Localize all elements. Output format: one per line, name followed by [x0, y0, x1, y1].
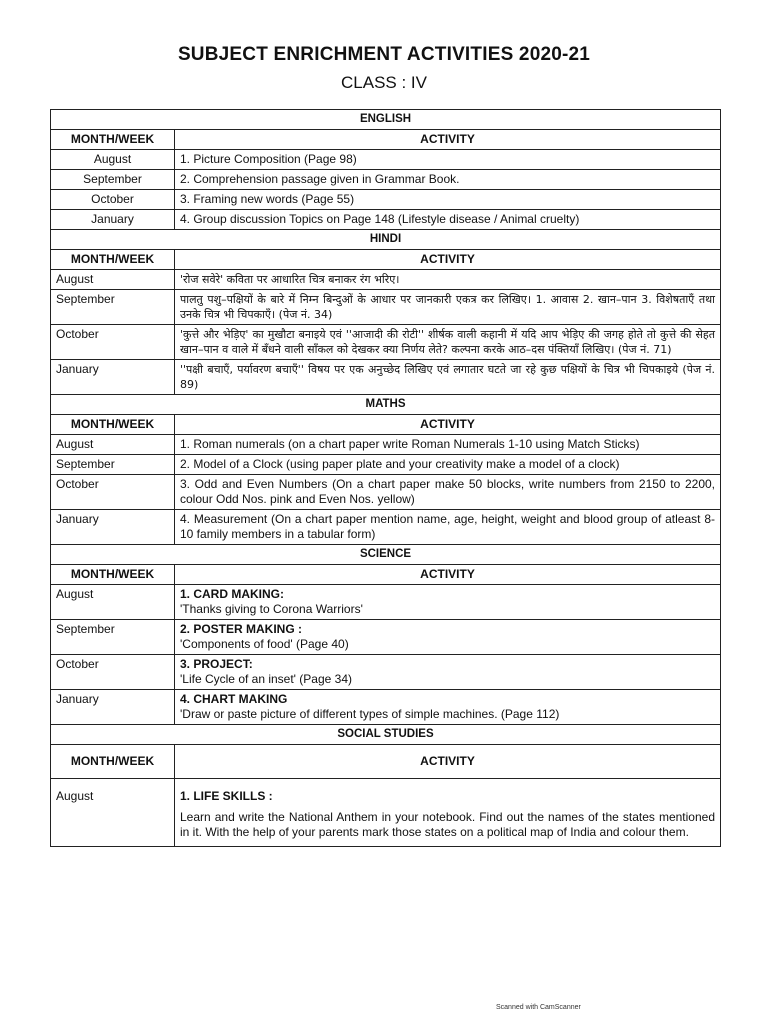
- activity-cell: [175, 690, 721, 725]
- table-row: [51, 779, 721, 847]
- activity-cell: [175, 620, 721, 655]
- month-cell: August: [51, 585, 175, 620]
- activity-heading: 1. CARD MAKING:: [180, 587, 284, 601]
- header-row: [51, 415, 721, 435]
- activity-cell: 'कुत्ते और भेड़िए' का मुखौटा बनाइये एवं ''आजादी की रोटी'' शीर्षक वाली कहानी में यदि आप भेड़िए की जगह होते तो कुत्ते की सेहत खान–पान व वाले में बँधने वाली साँकल को देखकर क्या निर्णय लेते? कल्पना करके आठ–दस पंक्तियाँ लिखिए। (पेज नं. 71): [175, 325, 721, 360]
- table-row: [51, 510, 721, 545]
- table-row: [51, 270, 721, 290]
- month-cell: August: [51, 435, 175, 455]
- activity-cell: 4. Group discussion Topics on Page 148 (Lifestyle disease / Animal cruelty): [175, 210, 721, 230]
- month-cell: October: [51, 325, 175, 360]
- header-row: [51, 250, 721, 270]
- month-cell: August: [51, 150, 175, 170]
- table-row: [51, 170, 721, 190]
- activity-heading: 4. CHART MAKING: [180, 692, 288, 706]
- table-row: [51, 585, 721, 620]
- activity-detail: 'Draw or paste picture of different types of simple machines. (Page 112): [180, 707, 560, 721]
- month-cell: August: [51, 779, 175, 847]
- month-cell: August: [51, 270, 175, 290]
- section-title-english: ENGLISH: [51, 110, 721, 130]
- activity-detail: 'Thanks giving to Corona Warriors': [180, 602, 363, 616]
- table-row: [51, 455, 721, 475]
- col-activity-header: ACTIVITY: [175, 415, 721, 435]
- section-row-science: [51, 545, 721, 565]
- month-cell: September: [51, 290, 175, 325]
- activity-cell: [175, 655, 721, 690]
- section-row-hindi: [51, 230, 721, 250]
- month-cell: January: [51, 210, 175, 230]
- activity-cell: 3. Odd and Even Numbers (On a chart paper make 50 blocks, write numbers from 2150 to 2200, colour Odd Nos. pink and Even Nos. yellow): [175, 475, 721, 510]
- activity-detail: 'Life Cycle of an inset' (Page 34): [180, 672, 353, 686]
- activity-cell: ''पक्षी बचाएँ, पर्यावरण बचाएँ'' विषय पर एक अनुच्छेद लिखिए एवं लगातार घटते जा रहे कुछ पक्षियों के चित्र भी चिपकाइये (पेज नं. 89): [175, 360, 721, 395]
- activity-cell: [175, 779, 721, 847]
- scanner-footer: Scanned with CamScanner: [496, 1004, 581, 1011]
- activity-detail: Learn and write the National Anthem in your notebook. Find out the names of the states mentioned in it. With the help of your parents mark those states on a political map of India and colour them.: [180, 810, 715, 839]
- col-month-header: MONTH/WEEK: [51, 415, 175, 435]
- table-row: [51, 210, 721, 230]
- month-cell: January: [51, 360, 175, 395]
- col-month-header: MONTH/WEEK: [51, 745, 175, 779]
- activity-cell: 1. Picture Composition (Page 98): [175, 150, 721, 170]
- col-month-header: MONTH/WEEK: [51, 130, 175, 150]
- table-row: [51, 190, 721, 210]
- table-row: [51, 690, 721, 725]
- activity-cell: 2. Comprehension passage given in Grammar Book.: [175, 170, 721, 190]
- activity-cell: 2. Model of a Clock (using paper plate and your creativity make a model of a clock): [175, 455, 721, 475]
- month-cell: September: [51, 620, 175, 655]
- section-row-social-studies: [51, 725, 721, 745]
- col-month-header: MONTH/WEEK: [51, 250, 175, 270]
- month-cell: October: [51, 475, 175, 510]
- month-cell: October: [51, 655, 175, 690]
- month-cell: January: [51, 690, 175, 725]
- page-subtitle: CLASS : IV: [341, 73, 427, 92]
- activities-table: [50, 109, 721, 847]
- table-row: [51, 360, 721, 395]
- month-cell: September: [51, 455, 175, 475]
- activity-heading: 2. POSTER MAKING :: [180, 622, 303, 636]
- section-row-maths: [51, 395, 721, 415]
- table-row: [51, 325, 721, 360]
- header-row: [51, 745, 721, 779]
- activity-cell: 1. Roman numerals (on a chart paper write Roman Numerals 1-10 using Match Sticks): [175, 435, 721, 455]
- month-cell: January: [51, 510, 175, 545]
- col-activity-header: ACTIVITY: [175, 565, 721, 585]
- activity-cell: 3. Framing new words (Page 55): [175, 190, 721, 210]
- section-title-social-studies: SOCIAL STUDIES: [51, 725, 721, 745]
- month-cell: October: [51, 190, 175, 210]
- header-row: [51, 565, 721, 585]
- activity-cell: 4. Measurement (On a chart paper mention name, age, height, weight and blood group of atleast 8-10 family members in a tabular form): [175, 510, 721, 545]
- table-row: [51, 620, 721, 655]
- header-row: [51, 130, 721, 150]
- col-month-header: MONTH/WEEK: [51, 565, 175, 585]
- activity-cell: पालतु पशु–पक्षियों के बारे में निम्न बिन्दुओं के आधार पर जानकारी एकत्र कर लिखिए। 1. आवास 2. खान–पान 3. विशेषताएँ तथा उनके चित्र भी चिपकाएँ। (पेज नं. 34): [175, 290, 721, 325]
- activity-cell: 'रोज सवेरे' कविता पर आधारित चित्र बनाकर रंग भरिए।: [175, 270, 721, 290]
- col-activity-header: ACTIVITY: [175, 745, 721, 779]
- table-row: [51, 150, 721, 170]
- activity-heading: 3. PROJECT:: [180, 657, 253, 671]
- table-row: [51, 655, 721, 690]
- table-row: [51, 475, 721, 510]
- section-row-english: [51, 110, 721, 130]
- table-row: [51, 435, 721, 455]
- section-title-hindi: HINDI: [51, 230, 721, 250]
- activity-detail: 'Components of food' (Page 40): [180, 637, 349, 651]
- activity-cell: [175, 585, 721, 620]
- col-activity-header: ACTIVITY: [175, 130, 721, 150]
- table-row: [51, 290, 721, 325]
- col-activity-header: ACTIVITY: [175, 250, 721, 270]
- section-title-science: SCIENCE: [51, 545, 721, 565]
- page-title: SUBJECT ENRICHMENT ACTIVITIES 2020-21: [177, 44, 591, 65]
- section-title-maths: MATHS: [51, 395, 721, 415]
- month-cell: September: [51, 170, 175, 190]
- activity-heading: 1. LIFE SKILLS :: [180, 789, 273, 803]
